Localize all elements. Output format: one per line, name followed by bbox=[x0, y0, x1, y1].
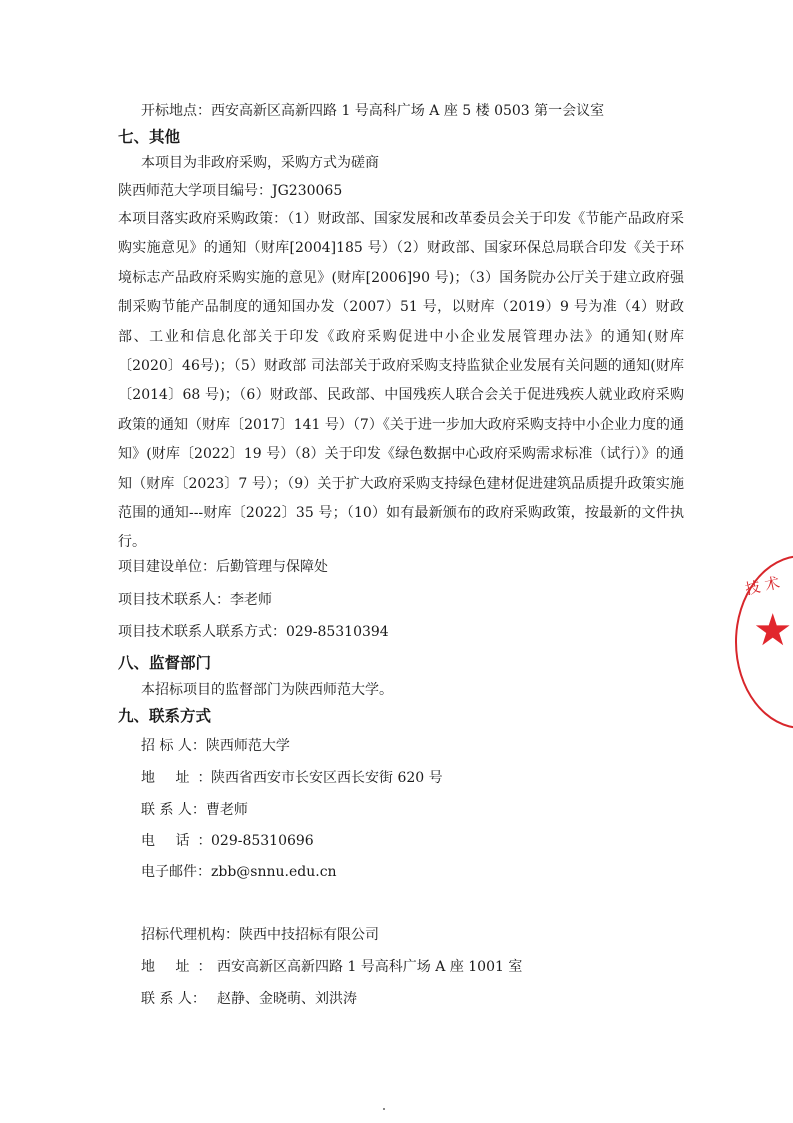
section-heading-supervision: 八、监督部门 bbox=[118, 654, 212, 672]
label: 地 址： bbox=[141, 959, 220, 975]
label: 地 址： bbox=[141, 770, 220, 786]
value: 赵静、金晓萌、刘洪涛 bbox=[217, 991, 357, 1007]
agency-address-row bbox=[141, 958, 522, 976]
label: 联 系 人： bbox=[141, 802, 206, 818]
project-number: 陕西师范大学项目编号：JG230065 bbox=[118, 183, 343, 199]
policy-paragraph: 本项目落实政府采购政策：（1）财政部、国家发展和改革委员会关于印发《节能产品政府采购实施意见》的通知（财库[2004]185 号）（2）财政部、国家环保总局联合印发《关于环境标志产品政府采购实施的意见》(财库[2006]90 号)；（3）国务院办公厅关于建立政府强制采购节能产品制度的通知国办发（2007）51 号，以财库（2019）9 号为准（4）财政部、工业和信息化部关于印发《政府采购促进中小企业发展管理办法》的通知(财库〔2020〕46号)；（5）财政部 司法部关于政府采购支持监狱企业发展有关问题的通知(财库〔2014〕68 号)；（6）财政部、民政部、中国残疾人联合会关于促进残疾人就业政府采购政策的通知（财库〔2017〕141 号）（7）《关于进一步加大政府采购支持中小企业力度的通知》(财库〔2022〕19 号）（8）关于印发《绿色数据中心政府采购需求标准（试行）》的通知（财库〔2023〕7 号）；（9）关于扩大政府采购支持绿色建材促进建筑品质提升政策实施范围的通知---财库〔2022〕35 号；（10）如有最新颁布的政府采购政策，按最新的文件执行。 bbox=[118, 211, 684, 551]
label: 招标代理机构： bbox=[141, 927, 239, 943]
value: zbb@snnu.edu.cn bbox=[211, 864, 337, 880]
agency-contact-row bbox=[141, 990, 357, 1008]
section-heading-other: 七、其他 bbox=[118, 128, 181, 146]
section-heading-contact: 九、联系方式 bbox=[118, 707, 212, 725]
label: 电 话： bbox=[141, 833, 220, 849]
label: 电子邮件： bbox=[141, 864, 211, 880]
value: 陕西中技招标有限公司 bbox=[239, 927, 379, 943]
tech-contact: 项目技术联系人：李老师 bbox=[118, 592, 272, 608]
company-seal bbox=[735, 555, 793, 729]
purchase-type: 本项目为非政府采购，采购方式为磋商 bbox=[141, 155, 379, 171]
agency-name-row bbox=[141, 926, 379, 944]
label: 联 系 人： bbox=[141, 991, 206, 1007]
buyer-email-row bbox=[141, 863, 337, 881]
buyer-phone-row bbox=[141, 832, 314, 850]
buyer-name-row bbox=[141, 737, 290, 755]
construction-unit: 项目建设单位：后勤管理与保障处 bbox=[118, 559, 328, 575]
buyer-contact-row bbox=[141, 801, 248, 819]
value: 曹老师 bbox=[205, 802, 248, 818]
value: 西安高新区高新四路 1 号高科广场 A 座 1001 室 bbox=[217, 959, 523, 975]
page-mark bbox=[383, 1108, 385, 1110]
label: 招 标 人： bbox=[141, 738, 206, 754]
star-icon: ★ bbox=[753, 605, 793, 656]
seal-text: 技 术 bbox=[743, 573, 782, 599]
buyer-address-row bbox=[141, 769, 443, 787]
tech-contact-phone: 项目技术联系人联系方式：029-85310394 bbox=[118, 624, 389, 640]
opening-location: 开标地点：西安高新区高新四路 1 号高科广场 A 座 5 楼 0503 第一会议室 bbox=[141, 103, 605, 119]
supervision-text: 本招标项目的监督部门为陕西师范大学。 bbox=[141, 682, 393, 698]
value: 陕西省西安市长安区西长安街 620 号 bbox=[211, 770, 443, 786]
value: 029-85310696 bbox=[211, 833, 314, 849]
value: 陕西师范大学 bbox=[205, 738, 290, 754]
